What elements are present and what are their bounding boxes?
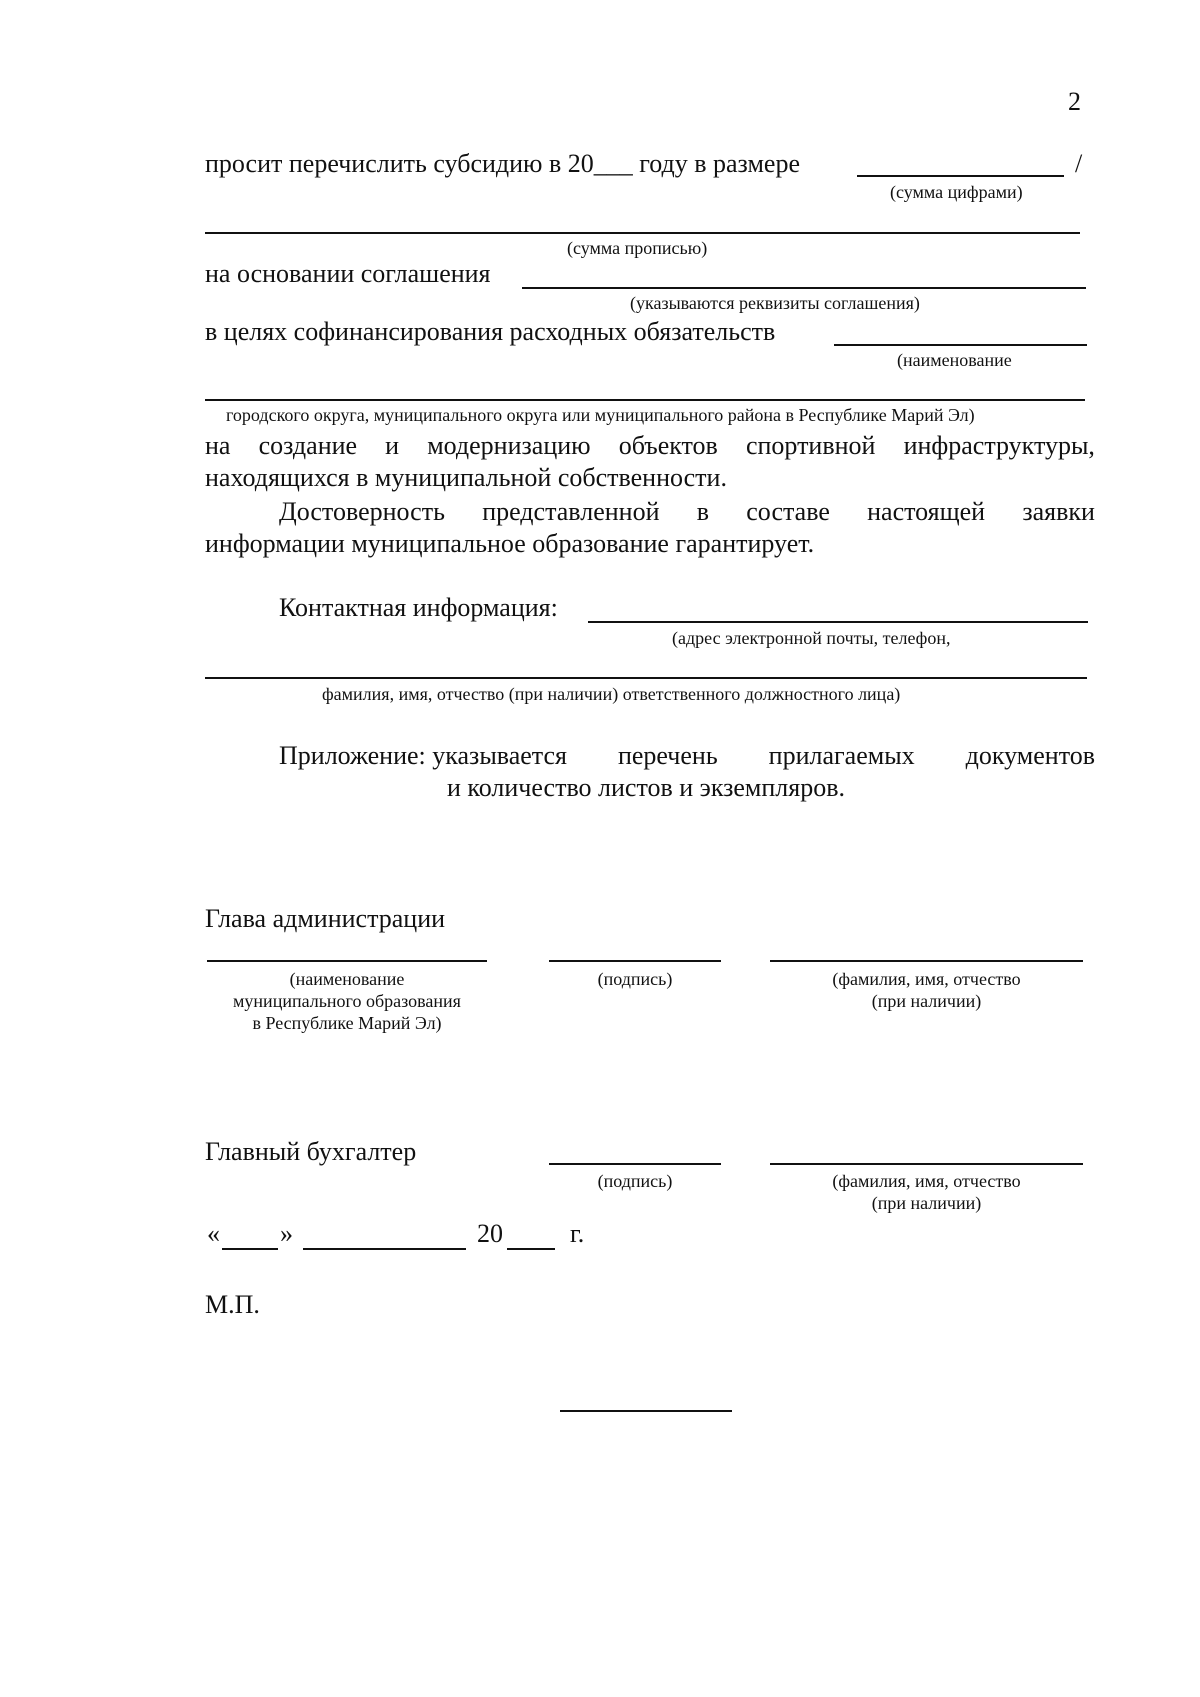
para2-word: в: [696, 497, 710, 526]
obligations-name-line: [834, 344, 1087, 346]
date-close-quote: »: [280, 1219, 293, 1248]
head-name-caption-line: в Республике Марий Эл): [252, 1013, 442, 1033]
head-fio-caption-line: (фамилия, имя, отчество: [832, 969, 1021, 989]
agreement-details-line: [522, 287, 1086, 289]
date-day-line: [222, 1248, 278, 1250]
subsidy-request-text: просит перечислить субсидию в 20___ году в размере: [205, 149, 800, 178]
para1-word: объектов: [618, 431, 718, 460]
para2-word: заявки: [1022, 497, 1095, 526]
appendix-word: перечень: [617, 741, 718, 770]
appendix-word: прилагаемых: [768, 741, 915, 770]
appendix-word: документов: [965, 741, 1095, 770]
closing-separator-line: [560, 1410, 732, 1412]
agreement-details-caption: (указываются реквизиты соглашения): [630, 293, 920, 313]
amount-digits-line: [857, 175, 1064, 177]
purpose-paragraph-line2: находящихся в муниципальной собственности.: [205, 463, 727, 492]
head-name-line: [207, 960, 487, 962]
head-name-caption-line: муниципального образования: [233, 991, 461, 1011]
para2-word: Достоверность: [279, 497, 445, 526]
date-year-prefix: 20: [477, 1219, 503, 1248]
accountant-fio-caption-line: (фамилия, имя, отчество: [832, 1171, 1021, 1191]
amount-digits-caption: (сумма цифрами): [890, 182, 1023, 202]
accountant-fio-line: [770, 1163, 1083, 1165]
contact-caption-2: фамилия, имя, отчество (при наличии) ответственного должностного лица): [322, 684, 901, 704]
stamp-place: М.П.: [205, 1290, 260, 1319]
reliability-paragraph-line1: [279, 496, 1095, 528]
accountant-signature-line: [549, 1163, 721, 1165]
head-signature-caption: (подпись): [597, 969, 673, 989]
date-year-suffix: г.: [570, 1219, 585, 1248]
slash-separator: /: [1075, 149, 1083, 178]
date-month-line: [303, 1248, 466, 1250]
para1-word: и: [385, 431, 400, 460]
head-fio-caption: [770, 968, 1083, 1012]
head-fio-line: [770, 960, 1083, 962]
purpose-paragraph-line1: [205, 430, 1095, 462]
date-year-line: [507, 1248, 555, 1250]
para1-word: спортивной: [745, 431, 876, 460]
accountant-label: Главный бухгалтер: [205, 1137, 417, 1166]
para2-word: представленной: [482, 497, 660, 526]
head-label: Глава администрации: [205, 904, 446, 933]
municipality-name-line: [205, 399, 1085, 401]
contact-caption-1: (адрес электронной почты, телефон,: [672, 628, 951, 648]
amount-words-line: [205, 232, 1080, 234]
accountant-fio-caption-line: (при наличии): [871, 1193, 982, 1213]
contact-line: [588, 621, 1088, 623]
para1-word: на: [205, 431, 231, 460]
head-name-caption: [207, 968, 487, 1034]
cofinancing-text: в целях софинансирования расходных обязательств: [205, 317, 776, 346]
appendix-word: Приложение: указывается: [279, 741, 567, 770]
date-open-quote: «: [207, 1219, 220, 1248]
para2-word: настоящей: [867, 497, 986, 526]
reliability-paragraph-line2: информации муниципальное образование гарантирует.: [205, 529, 815, 558]
appendix-line1: [279, 740, 1095, 772]
para1-word: инфраструктуры,: [903, 431, 1095, 460]
amount-words-caption: (сумма прописью): [567, 238, 708, 258]
municipality-name-caption: городского округа, муниципального округа или муниципального района в Республике Марий Эл): [226, 405, 975, 425]
appendix-line2: и количество листов и экземпляров.: [447, 773, 846, 802]
para2-word: составе: [746, 497, 830, 526]
page-number: 2: [1068, 87, 1081, 116]
para1-word: создание: [258, 431, 358, 460]
head-name-caption-line: (наименование: [289, 969, 405, 989]
accountant-signature-caption: (подпись): [597, 1171, 673, 1191]
head-fio-caption-line: (при наличии): [871, 991, 982, 1011]
obligations-name-caption: (наименование: [897, 350, 1012, 370]
para1-word: модернизацию: [427, 431, 591, 460]
accountant-fio-caption: [770, 1170, 1083, 1214]
contact-label: Контактная информация:: [279, 593, 558, 622]
head-signature-line: [549, 960, 721, 962]
agreement-text: на основании соглашения: [205, 259, 491, 288]
responsible-person-line: [205, 677, 1087, 679]
